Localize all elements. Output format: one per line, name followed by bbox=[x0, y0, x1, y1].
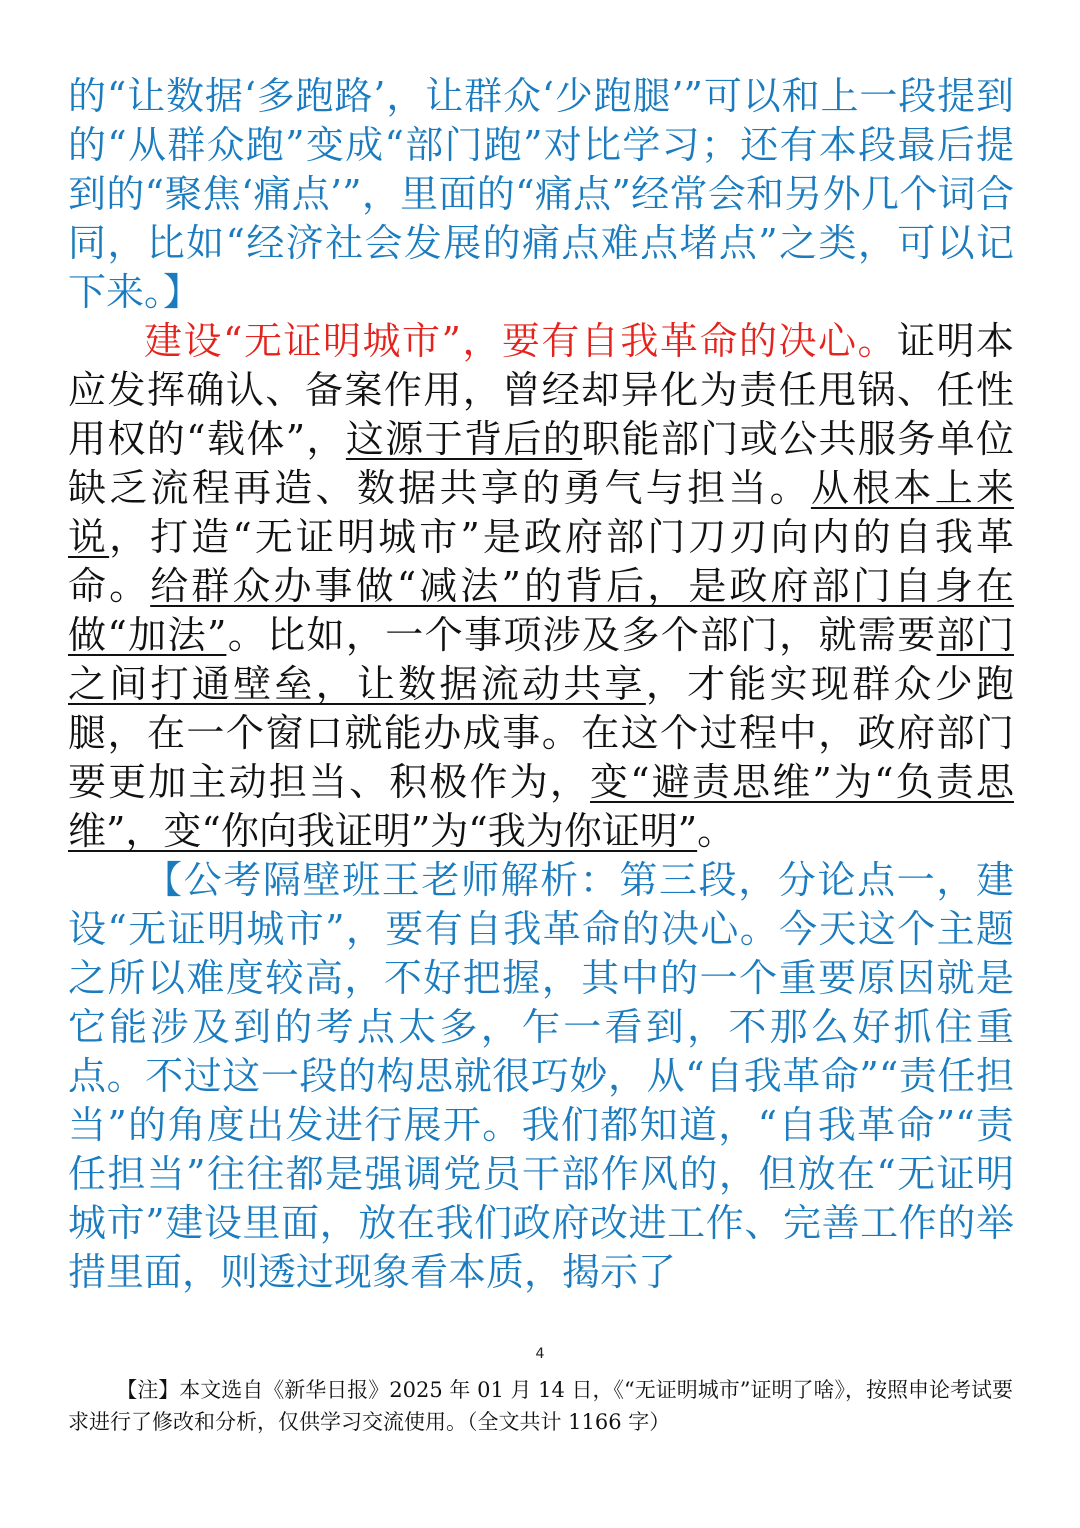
body-text: 。比如，一个事项涉及多个部门，就需要 bbox=[226, 613, 937, 657]
body-text: 职能部门或公共服务单位缺乏流程再造、数据共享的勇气与担当。 bbox=[68, 417, 1014, 510]
analysis-paragraph-continued: 的“让数据‘多跑路’，让群众‘少跑腿’”可以和上一段提到的“从群众跑”变成“部门跑”对比学习；还有本段最后提到的“聚焦‘痛点’”，里面的“痛点”经常会和另外几个词合同，比如“经济社会发展的痛点难点堵点”之类，可以记下来。】 bbox=[68, 74, 1014, 314]
underlined-phrase: 从根本上来说 bbox=[68, 466, 1014, 559]
body-text: 证明本应发挥确认、备案作用，曾经却异化为责任甩锅、任性用权的“载体”， bbox=[68, 319, 1014, 461]
underlined-phrase: 这源于背后的 bbox=[345, 417, 583, 461]
body-text: ，才能实现群众少跑腿，在一个窗口就能办成事。在这个过程中，政府部门要更加主动担当、积极作为， bbox=[68, 662, 1014, 804]
paragraph-heading: 建设“无证明城市”，要有自我革命的决心。 bbox=[144, 319, 897, 363]
underlined-phrase: 部门之间打通壁垒，让数据流动共享 bbox=[68, 613, 1014, 706]
document-page bbox=[68, 72, 1014, 1297]
body-paragraph-thesis-one bbox=[68, 317, 1014, 856]
body-text: 。 bbox=[697, 809, 736, 853]
analysis-paragraph: 【公考隔壁班王老师解析：第三段，分论点一，建设“无证明城市”，要有自我革命的决心。今天这个主题之所以难度较高，不好把握，其中的一个重要原因就是它能涉及到的考点太多，乍一看到，不那么好抓住重点。不过这一段的构思就很巧妙，从“自我革命”“责任担当”的角度出发进行展开。我们都知道，“自我革命”“责任担当”往往都是强调党员干部作风的，但放在“无证明城市”建设里面，放在我们政府改进工作、完善工作的举措里面，则透过现象看本质，揭示了 bbox=[68, 858, 1014, 1294]
underlined-phrase: 给群众办事做“减法”的背后，是政府部门自身在做“加法” bbox=[68, 564, 1014, 657]
underlined-phrase: 变“避责思维”为“负责思维”，变“你向我证明”为“我为你证明” bbox=[68, 760, 1014, 853]
source-footnote: 【注】本文选自《新华日报》2025 年 01 月 14 日，《“无证明城市”证明了啥》，按照申论考试要求进行了修改和分析，仅供学习交流使用。（全文共计 1166 字） bbox=[68, 1378, 1014, 1434]
page-number: 4 bbox=[535, 1346, 545, 1362]
body-text: ，打造“无证明城市”是政府部门刀刃向内的自我革命。 bbox=[68, 515, 1014, 608]
